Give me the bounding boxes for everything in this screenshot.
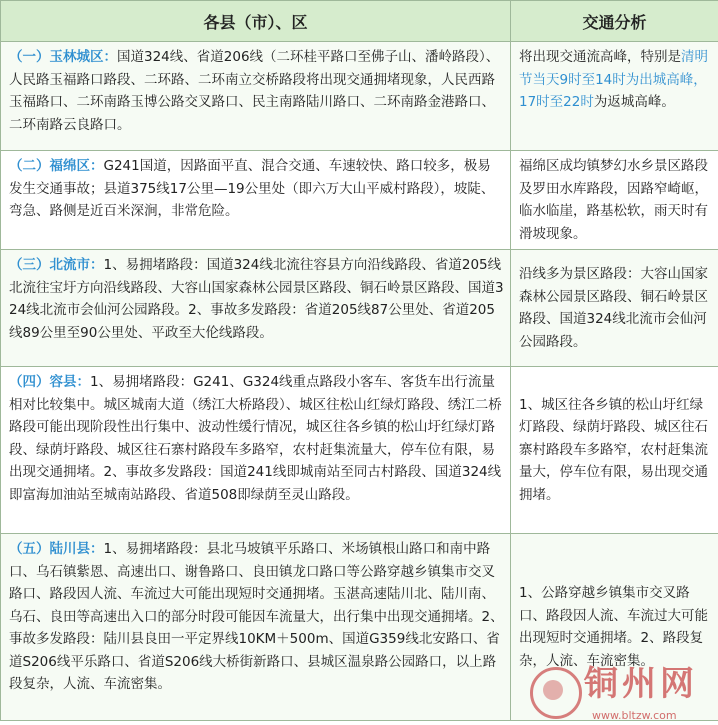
county-name: （四）容县： xyxy=(9,374,90,390)
watermark-name: 铜州网 xyxy=(584,664,698,704)
header-analysis: 交通分析 xyxy=(511,1,718,42)
analysis-highlight: 17时至22时 xyxy=(519,94,594,110)
analysis-cell: 1、公路穿越乡镇集市交叉路口、路段因人流、车流过大可能出现短时交通拥堵。2、路段复杂，人流、车流密集。 xyxy=(511,534,718,721)
analysis-cell: 沿线多为景区路段：大容山国家森林公园景区路段、铜石岭景区路段、国道324线北流市会仙河公园路段。 xyxy=(511,250,718,367)
analysis-text: 为返城高峰。 xyxy=(593,94,675,110)
analysis-highlight: 清明节当天9时至14时为出城高峰， xyxy=(519,49,708,88)
county-cell xyxy=(1,367,511,534)
county-detail: 1、易拥堵路段：县北马坡镇平乐路口、米场镇根山路口和南中路口、乌石镇紫恩、高速出口、谢鲁路口、良田镇龙口路口等公路穿越乡镇集市交叉路口、路段因人流、车流过大可能出现短时交通拥堵。玉湛高速陆川北、陆川南、乌石、良田等高速出入口的部分时段可能因车流量大，出行集中出现交通拥堵。2、事故多发路段：陆川县良田一平定界线10KM＋500m、国道G359线北安路口、省道S206线平乐路口、省道S206线大桥街新路口、县城区温泉路公园路口，以上路段复杂，人流、车流密集。 xyxy=(9,541,504,692)
table-header-row xyxy=(1,1,718,42)
watermark-url: www.bltzw.com xyxy=(592,709,677,722)
county-name: （一）玉林城区： xyxy=(9,49,117,65)
table-row xyxy=(1,151,718,250)
table-row xyxy=(1,534,718,721)
county-name: （二）福绵区： xyxy=(9,158,104,174)
county-detail: 国道324线、省道206线（二环桂平路口至佛子山、潘岭路段）、人民路玉福路口路段、二环路、二环南立交桥路段将出现交通拥堵现象，人民西路玉福路口、二环南路玉博公路交叉路口、民主南路陆川路口、二环南路金港路口、二环南路云良路口。 xyxy=(9,49,500,133)
analysis-text: 将出现交通流高峰，特别是 xyxy=(519,49,681,65)
county-cell xyxy=(1,151,511,250)
county-detail: 1、易拥堵路段：G241、G324线重点路段小客车、客货车出行流量相对比较集中。城区城南大道（绣江大桥路段）、城区往松山红绿灯路段、绣江二桥路段可能出现阶段性出行集中、波动性缓行情况，城区往各乡镇的松山圩红绿灯路段、绿荫圩路段、城区往石寨村路段车多路窄，农村赶集流量大，停车位有限，易出现交通拥堵。2、事故多发路段：国道241线即城南站至同古村路段、国道324线即富海加油站至城南站路段、省道508即绿荫至灵山路段。 xyxy=(9,374,502,503)
analysis-cell: 1、城区往各乡镇的松山圩红绿灯路段、绿荫圩路段、城区往石寨村路段车多路窄，农村赶集流量大，停车位有限，易出现交通拥堵。 xyxy=(511,367,718,534)
county-cell xyxy=(1,42,511,151)
county-detail: 1、易拥堵路段：国道324线北流往容县方向沿线路段、省道205线北流往宝圩方向沿线路段、大容山国家森林公园景区路段、铜石岭景区路段、国道324线北流市会仙河公园路段。2、事故多发路段：省道205线87公里处、省道205线89公里至90公里处、平政至大伦线路段。 xyxy=(9,257,504,341)
analysis-cell: 福绵区成均镇梦幻水乡景区路段及罗田水库路段，因路窄崎岖，临水临崖，路基松软，雨天时有滑坡现象。 xyxy=(511,151,718,250)
county-name: （三）北流市： xyxy=(9,257,104,273)
analysis-cell xyxy=(511,42,718,151)
county-cell xyxy=(1,534,511,721)
county-detail: G241国道，因路面平直、混合交通、车速较快、路口较多，极易发生交通事故；县道375线17公里—19公里处（即六万大山平威村路段），坡陡、弯急、路侧是近百米深涧，非常危险。 xyxy=(9,158,495,219)
table-row xyxy=(1,250,718,367)
table-row xyxy=(1,367,718,534)
county-name: （五）陆川县： xyxy=(9,541,104,557)
header-county: 各县（市）、区 xyxy=(1,1,511,42)
table-row xyxy=(1,42,718,151)
county-cell xyxy=(1,250,511,367)
